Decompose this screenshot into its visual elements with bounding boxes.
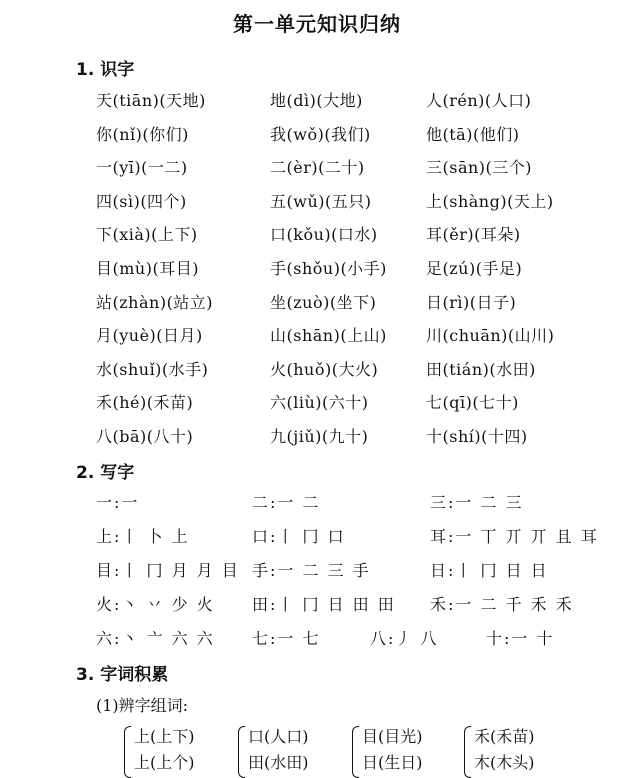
recognize-item: 月(yuè)(日月) xyxy=(96,326,203,346)
recognize-item: 你(nǐ)(你们) xyxy=(96,124,189,144)
recognize-item: 口(kǒu)(口水) xyxy=(270,225,378,245)
stroke-order-item: 三:一 二 三 xyxy=(430,493,524,512)
recognize-item: 一(yī)(一二) xyxy=(96,158,188,178)
recognize-item: 三(sān)(三个) xyxy=(426,158,533,178)
brace-icon xyxy=(238,726,245,778)
recognize-item: 下(xià)(上下) xyxy=(96,225,198,245)
accumulate-subheading: (1)辨字组词: xyxy=(96,696,189,715)
stroke-order-item: 八:丿 八 xyxy=(370,629,439,648)
word-group-line: 目(目光) xyxy=(362,727,423,746)
brace-icon xyxy=(352,726,359,778)
page-title: 第一单元知识归纳 xyxy=(233,12,401,36)
recognize-item: 地(dì)(大地) xyxy=(270,91,363,110)
brace-icon xyxy=(124,726,131,778)
section-heading-accumulate: 3. 字词积累 xyxy=(76,665,169,685)
word-group xyxy=(474,724,535,776)
stroke-order-item: 二:一 二 xyxy=(252,493,321,512)
word-group xyxy=(248,724,309,776)
word-group-line: 禾(禾苗) xyxy=(474,727,535,746)
word-group-line: 田(水田) xyxy=(248,753,309,772)
recognize-item: 六(liù)(六十) xyxy=(270,393,369,413)
recognize-item: 人(rén)(人口) xyxy=(426,91,532,110)
stroke-order-item: 田:丨 冂 日 田 田 xyxy=(252,595,396,614)
word-group-line: 日(生日) xyxy=(362,753,423,772)
recognize-item: 十(shí)(十四) xyxy=(426,427,528,446)
recognize-item: 天(tiān)(天地) xyxy=(96,91,206,110)
stroke-order-item: 上:丨 卜 上 xyxy=(96,527,190,546)
stroke-order-item: 手:一 二 三 手 xyxy=(252,561,371,580)
recognize-item: 川(chuān)(山川) xyxy=(426,326,555,346)
word-group xyxy=(134,724,195,776)
stroke-order-item: 火:丶 丷 少 火 xyxy=(96,595,215,614)
recognize-item: 坐(zuò)(坐下) xyxy=(270,292,377,312)
recognize-item: 山(shān)(上山) xyxy=(270,326,387,346)
recognize-item: 上(shàng)(天上) xyxy=(426,191,554,211)
word-group xyxy=(362,724,423,776)
recognize-item: 他(tā)(他们) xyxy=(426,124,520,144)
recognize-item: 二(èr)(二十) xyxy=(270,158,365,178)
stroke-order-item: 十:一 十 xyxy=(486,629,555,648)
section-heading-write: 2. 写字 xyxy=(76,463,135,483)
recognize-item: 目(mù)(耳目) xyxy=(96,259,199,278)
stroke-order-item: 六:丶 亠 六 六 xyxy=(96,629,215,648)
stroke-order-item: 目:丨 冂 月 月 目 xyxy=(96,561,240,580)
recognize-item: 耳(ěr)(耳朵) xyxy=(426,225,521,245)
recognize-item: 田(tián)(水田) xyxy=(426,359,536,379)
section-heading-recognize: 1. 识字 xyxy=(76,60,135,80)
word-group-line: 口(人口) xyxy=(248,727,309,746)
stroke-order-item: 一:一 xyxy=(96,493,140,512)
recognize-item: 八(bā)(八十) xyxy=(96,427,194,446)
word-group-line: 上(上个) xyxy=(134,753,195,772)
brace-icon xyxy=(464,726,471,778)
stroke-order-item: 口:丨 冂 口 xyxy=(252,527,346,546)
recognize-item: 九(jiǔ)(九十) xyxy=(270,427,369,446)
recognize-item: 站(zhàn)(站立) xyxy=(96,292,214,312)
stroke-order-item: 日:丨 冂 日 日 xyxy=(430,561,549,580)
recognize-item: 五(wǔ)(五只) xyxy=(270,191,372,211)
recognize-item: 四(sì)(四个) xyxy=(96,191,187,211)
stroke-order-item: 七:一 七 xyxy=(252,629,321,648)
stroke-order-item: 禾:一 二 千 禾 禾 xyxy=(430,595,574,614)
word-group-line: 上(上下) xyxy=(134,727,195,746)
recognize-item: 足(zú)(手足) xyxy=(426,259,523,278)
recognize-item: 我(wǒ)(我们) xyxy=(270,124,371,144)
recognize-item: 水(shuǐ)(水手) xyxy=(96,359,209,379)
recognize-item: 禾(hé)(禾苗) xyxy=(96,393,194,413)
word-group-line: 木(木头) xyxy=(474,753,535,772)
recognize-item: 日(rì)(日子) xyxy=(426,292,517,312)
recognize-item: 手(shǒu)(小手) xyxy=(270,259,387,278)
stroke-order-item: 耳:一 丅 丌 丌 且 耳 xyxy=(430,527,599,546)
recognize-item: 七(qī)(七十) xyxy=(426,393,519,413)
recognize-item: 火(huǒ)(大火) xyxy=(270,359,379,379)
